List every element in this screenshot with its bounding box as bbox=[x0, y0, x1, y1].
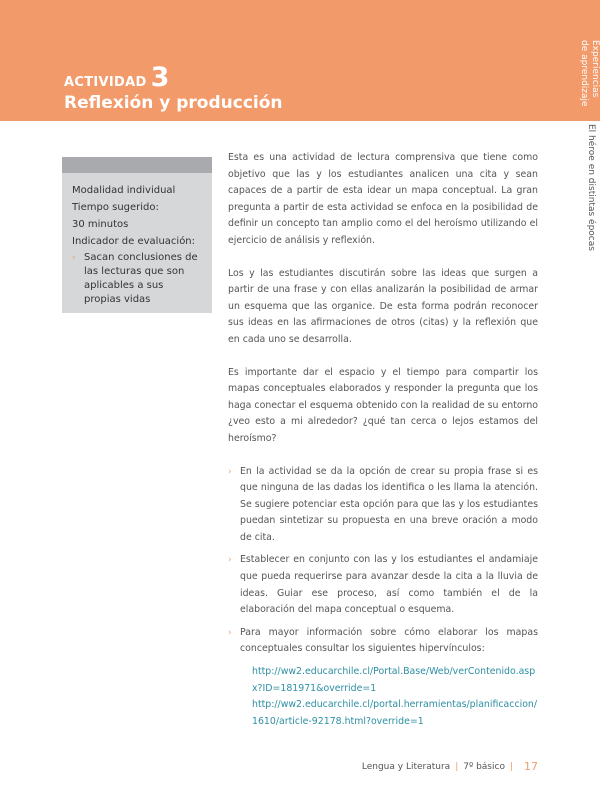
chevron-right-icon: › bbox=[228, 627, 232, 638]
activity-title: Reflexión y producción bbox=[64, 93, 283, 113]
chevron-right-icon: › bbox=[72, 253, 76, 263]
activity-info-box bbox=[62, 157, 212, 313]
side-unit-title: El héroe en distintas épocas bbox=[586, 124, 596, 251]
footer-separator: | bbox=[509, 761, 513, 772]
link-mapas-1[interactable]: http://ww2.educarchile.cl/Portal.Base/Web/verContenido.aspx?ID=181971&override=1 bbox=[252, 666, 536, 694]
footer-subject: Lengua y Literatura bbox=[361, 761, 451, 772]
paragraph-1: Esta es una actividad de lectura comprensiva que tiene como objetivo que las y los estudiantes analicen una cita y sean capaces de a partir de esta idear un mapa conceptual. La gran pregunta a partir de esta actividad se enfoca en la posibilidad de definir un concepto tan amplio como el del heroísmo utilizando el ejercicio de análisis y reflexión. bbox=[228, 152, 538, 246]
page-footer bbox=[362, 760, 538, 773]
side-tab-line1: Experiencias bbox=[590, 40, 600, 98]
footer-separator: | bbox=[455, 761, 459, 772]
bullet-list bbox=[228, 464, 538, 731]
indicador-label: Indicador de evaluación: bbox=[72, 236, 196, 247]
link-mapas-2[interactable]: http://ww2.educarchile.cl/portal.herramientas/planificaccion/1610/article-92178.html?override=1 bbox=[252, 699, 538, 727]
list-item: › En la actividad se da la opción de crear su propia frase si es que ninguna de las dadas los identifica o les llama la atención. Se sugiere potenciar esta opción para que las y los estudiantes puedan sintetizar su propuesta en una breve oración a modo de cita. bbox=[228, 465, 538, 543]
list-item: › Para mayor información sobre cómo elaborar los mapas conceptuales consultar los siguientes hipervínculos: http://ww2.educarchile.cl/Portal.Base/Web/verContenido.aspx?ID=181971&override=1 http://ww2.educarchile.cl/portal.herramientas/planificaccion/1610/article-92178.html?override=1 bbox=[228, 625, 538, 731]
activity-label bbox=[64, 62, 170, 93]
indicador-item: › Sacan conclusiones de las lecturas que son aplicables a sus propias vidas bbox=[72, 252, 198, 305]
chevron-right-icon: › bbox=[228, 466, 232, 477]
footer-grade: 7º básico bbox=[463, 761, 505, 772]
chevron-right-icon: › bbox=[228, 555, 232, 566]
main-text bbox=[228, 150, 538, 736]
paragraph-3: Es importante dar el espacio y el tiempo para compartir los mapas conceptuales elaborados y responder la pregunta que los haga conectar el esquema obtenido con la realidad de su entorno ¿veo esto a mi alrededor? ¿qué tan cerca o lejos estamos del heroísmo? bbox=[228, 366, 538, 444]
activity-number: 3 bbox=[150, 62, 170, 93]
side-tab-line2: de aprendizaje bbox=[579, 40, 589, 107]
modalidad-text: Modalidad individual bbox=[72, 185, 176, 196]
header-banner bbox=[0, 0, 600, 121]
activity-label-text: ACTIVIDAD bbox=[64, 75, 147, 90]
tiempo-value: 30 minutos bbox=[72, 219, 129, 230]
list-item: › Establecer en conjunto con las y los estudiantes el andamiaje que pueda requerirse para avanzar desde la cita a la lluvia de ideas. Guiar ese proceso, así como también el de la elaboración del mapa conceptual o esquema. bbox=[228, 554, 538, 616]
page-number: 17 bbox=[524, 760, 538, 773]
side-tab-section bbox=[574, 40, 600, 107]
info-box-bar bbox=[62, 157, 212, 173]
tiempo-label: Tiempo sugerido: bbox=[72, 202, 159, 213]
paragraph-2: Los y las estudiantes discutirán sobre las ideas que surgen a partir de una frase y con ellas analizarán la posibilidad de armar un esquema que las organice. De esta forma podrán reconocer sus ideas en las afirmaciones de otros (citas) y la reflexión que en cada uno se desarrolla. bbox=[228, 267, 538, 345]
